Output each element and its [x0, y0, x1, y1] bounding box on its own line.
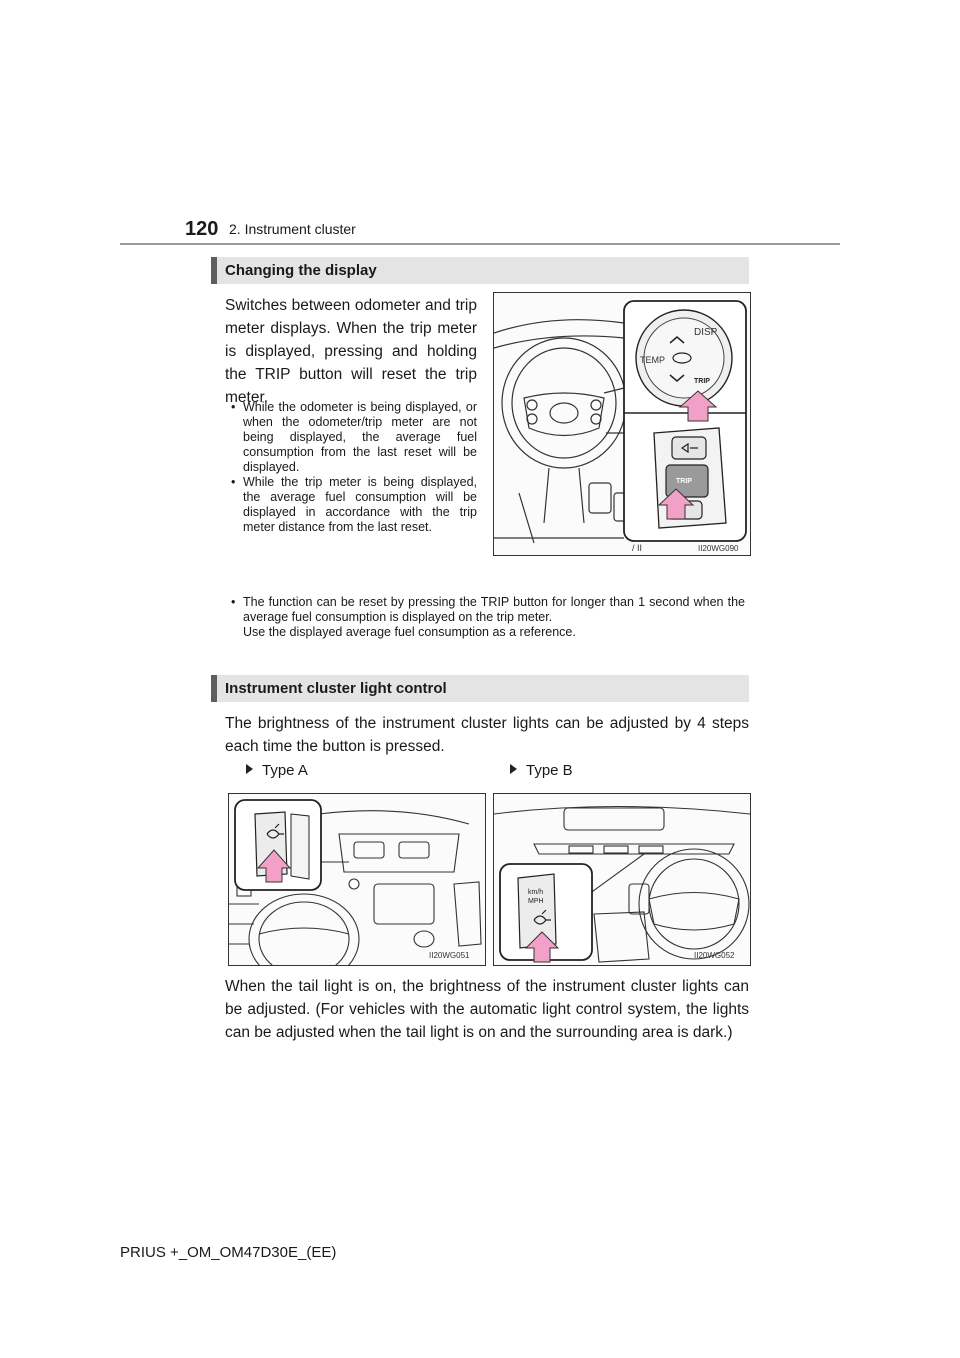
section2-outro: When the tail light is on, the brightness of the instrument cluster lights can be adjusted. (For vehicles with the automatic light control system, the lights can be adjusted when the tail light is on and the surrounding area is dark.)	[225, 978, 749, 1041]
type-b-illustration	[494, 794, 750, 965]
document-id: PRIUS +_OM_OM47D30E_(EE)	[120, 1244, 337, 1261]
trip-label: TRIP	[694, 378, 710, 385]
disp-label: DISP	[694, 327, 718, 338]
section-header-changing-display	[211, 257, 749, 284]
bullet-item: • While the trip meter is being displayed, the average fuel consumption will be displayed in accordance with the trip meter distance from the last reset.	[231, 475, 477, 535]
mph-label: MPH	[528, 898, 544, 905]
section-header-light-control	[211, 675, 749, 702]
type-b-text: Type B	[526, 762, 573, 779]
svg-text:/ II: / II	[632, 543, 643, 553]
section1-wide-bullet	[231, 595, 745, 640]
header-divider	[120, 243, 840, 245]
figure-code: II20WG051	[429, 951, 470, 960]
section-accent	[211, 257, 217, 284]
triangle-bullet-icon	[510, 764, 517, 774]
section1-intro: Switches between odometer and trip meter displays. When the trip meter is displayed, pressing and holding the TRIP button will reset the trip meter.	[225, 297, 477, 406]
bullet-item: • The function can be reset by pressing the TRIP button for longer than 1 second when the average fuel consumption is displayed on the trip meter.	[231, 595, 745, 625]
bullet-item: • While the odometer is being displayed, or when the odometer/trip meter are not being displayed, the average fuel consumption from the last reset will be displayed.	[231, 400, 477, 475]
trip-switch-label: TRIP	[676, 478, 692, 485]
figure-trip-button	[493, 292, 751, 556]
figure-type-a	[228, 793, 486, 966]
kmh-label: km/h	[528, 889, 544, 896]
type-a-text: Type A	[262, 762, 308, 779]
type-b-label	[510, 762, 573, 779]
section-title: Instrument cluster light control	[225, 680, 447, 697]
type-a-illustration	[229, 794, 485, 965]
chapter-title: 2. Instrument cluster	[229, 221, 356, 237]
section-accent	[211, 675, 217, 702]
steering-switch-illustration	[494, 293, 750, 555]
type-a-label	[246, 762, 308, 779]
temp-label: TEMP	[640, 355, 666, 365]
bullet-note: Use the displayed average fuel consumption as a reference.	[243, 625, 576, 639]
section2-intro: The brightness of the instrument cluster lights can be adjusted by 4 steps each time the button is pressed.	[225, 715, 749, 755]
figure-code: II20WG090	[698, 544, 739, 553]
page-number: 120	[185, 218, 219, 240]
figure-type-b	[493, 793, 751, 966]
section1-bullet-list	[231, 400, 477, 535]
triangle-bullet-icon	[246, 764, 253, 774]
figure-code: II20WG052	[694, 951, 735, 960]
section-title: Changing the display	[225, 262, 377, 279]
